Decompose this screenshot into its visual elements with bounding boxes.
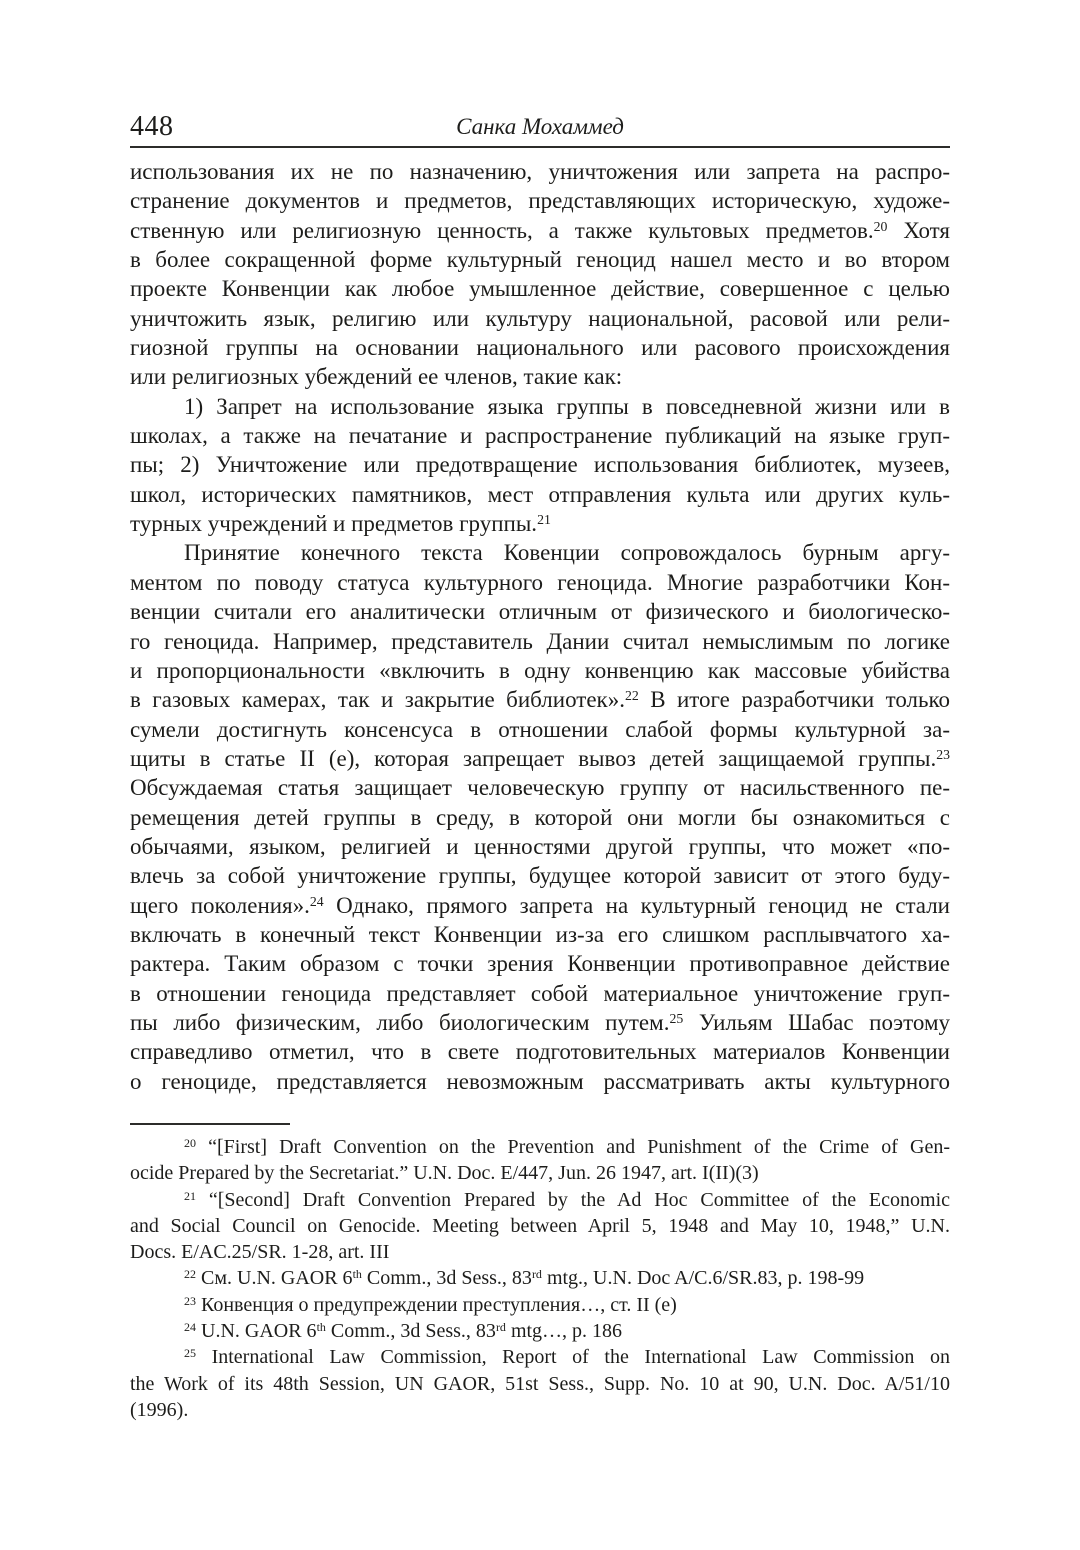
superscript-marker: 22 bbox=[624, 688, 639, 704]
footnote-line: and Social Council on Genocide. Meeting between April 5, 1948 and May 10, 1948,” U.N. bbox=[130, 1214, 950, 1237]
superscript-marker: 21 bbox=[537, 512, 551, 528]
body-text-line: щиты в статье II (е), которая запрещает вывоз детей защищаемой группы.$^{23}$ bbox=[130, 745, 950, 771]
body-text-line: ремещения детей группы в среду, в которой они могли бы ознакомиться с bbox=[130, 804, 950, 830]
footnote-line: the Work of its 48th Session, UN GAOR, 51st Sess., Supp. No. 10 at 90, U.N. Doc. A/51/10 bbox=[130, 1372, 950, 1395]
footnote-line: ocide Prepared by the Secretariat.” U.N. Doc. E/447, Jun. 26 1947, art. I(II)(3) bbox=[130, 1162, 759, 1185]
body-text-line: го геноцида. Например, представитель Дании считал немыслимым по логике bbox=[130, 628, 950, 654]
body-text-line: в более сокращенной форме культурный геноцид нашел место и во втором bbox=[130, 247, 950, 273]
body-text-line: 1) Запрет на использование языка группы в повседневной жизни или в bbox=[184, 393, 950, 419]
page-number: 448 bbox=[130, 111, 174, 142]
footnote-line: $^{24}$ U.N. GAOR 6th Comm., 3d Sess., 83rd mtg…, p. 186 bbox=[184, 1320, 623, 1343]
page-header bbox=[130, 104, 950, 148]
superscript-marker: rd bbox=[531, 1267, 542, 1282]
body-text-line: в газовых камерах, так и закрытие библиотек».$^{22}$ В итоге разработчики только bbox=[130, 687, 951, 713]
superscript-marker: 24 bbox=[309, 893, 324, 909]
body-text-line: ментом по поводу статуса культурного геноцида. Многие разработчики Кон- bbox=[130, 569, 950, 595]
body-text-line: в отношении геноцида представляет собой материальное уничтожение груп- bbox=[130, 980, 950, 1006]
body-text-line: сумели достигнуть консенсуса в отношении слабой формы культурной за- bbox=[130, 716, 950, 742]
body-text-line: школах, а также на печатание и распространение публикаций на языке груп- bbox=[130, 423, 950, 449]
superscript-marker: 20 bbox=[184, 1136, 196, 1150]
body-text bbox=[130, 157, 950, 1096]
body-text-line: турных учреждений и предметов группы.$^{21}$ bbox=[130, 511, 551, 537]
body-text-line: и пропорциональности «включить в одну конвенцию как массовые убийства bbox=[130, 657, 950, 683]
footnote-line: $^{25}$ International Law Commission, Report of the International Law Commission on bbox=[184, 1346, 950, 1369]
body-text-line: щего поколения».$^{24}$ Однако, прямого запрета на культурный геноцид не стали bbox=[130, 892, 950, 918]
superscript-marker: 20 bbox=[873, 218, 888, 234]
body-text-line: влечь за собой уничтожение группы, будущее которой зависит от этого буду- bbox=[130, 863, 950, 889]
body-text-line: уничтожить язык, религию или культуру национальной, расовой или рели- bbox=[130, 305, 950, 331]
body-text-line: Принятие конечного текста Ковенции сопровождалось бурным аргу- bbox=[184, 540, 950, 566]
body-text-line: включать в конечный текст Конвенции из-за его слишком расплывчатого ха- bbox=[130, 921, 950, 947]
superscript-marker: 23 bbox=[936, 746, 950, 762]
body-text-line: Обсуждаемая статья защищает человеческую группу от насильственного пе- bbox=[130, 775, 950, 801]
body-text-line: обычаями, языком, религией и ценностями другой группы, что может «по- bbox=[130, 833, 950, 859]
superscript-marker: rd bbox=[495, 1320, 506, 1335]
running-head: Санка Мохаммед bbox=[456, 114, 624, 139]
footnote-line: $^{23}$ Конвенция о предупреждении преступления…, ст. II (е) bbox=[184, 1293, 677, 1316]
superscript-marker: 25 bbox=[669, 1011, 684, 1027]
body-text-line: пы либо физическим, либо биологическим путем.$^{25}$ Уильям Шабас поэтому bbox=[130, 1009, 950, 1035]
body-text-line: или религиозных убеждений ее членов, такие как: bbox=[130, 364, 623, 390]
superscript-marker: 22 bbox=[184, 1267, 196, 1282]
superscript-marker: th bbox=[352, 1267, 362, 1282]
superscript-marker: 25 bbox=[184, 1346, 196, 1361]
body-text-line: ственную или религиозную ценность, а также культовых предметов.$^{20}$ Хотя bbox=[130, 217, 951, 243]
superscript-marker: th bbox=[316, 1320, 326, 1335]
body-text-line: пы; 2) Уничтожение или предотвращение использования библиотек, музеев, bbox=[130, 452, 950, 478]
footnote-separator bbox=[130, 1123, 290, 1125]
body-text-line: справедливо отметил, что в свете подготовительных материалов Конвенции bbox=[130, 1039, 950, 1065]
footnote-line: (1996). bbox=[130, 1398, 189, 1421]
superscript-marker: 23 bbox=[184, 1293, 196, 1308]
body-text-line: использования их не по назначению, уничтожения или запрета на распро- bbox=[130, 159, 950, 184]
footnote-line: $^{21}$ “[Second] Draft Convention Prepared by the Ad Hoc Committee of the Economic bbox=[184, 1188, 950, 1211]
superscript-marker: 21 bbox=[184, 1188, 196, 1203]
body-text-line: о геноциде, представляется невозможным рассматривать акты культурного bbox=[130, 1068, 950, 1094]
superscript-marker: 24 bbox=[184, 1320, 196, 1335]
footnote-line: $^{20}$ “[First] Draft Convention on the Prevention and Punishment of the Crime of Gen- bbox=[184, 1136, 950, 1158]
body-text-line: гиозной группы на основании национального или расового происхождения bbox=[130, 335, 950, 361]
footnote-line: Docs. E/AC.25/SR. 1-28, art. III bbox=[130, 1241, 390, 1264]
footnotes bbox=[130, 1134, 950, 1423]
body-text-line: проекте Конвенции как любое умышленное действие, совершенное с целью bbox=[130, 276, 950, 302]
footnote-line: $^{22}$ См. U.N. GAOR 6th Comm., 3d Sess., 83rd mtg., U.N. Doc A/C.6/SR.83, p. 198-99 bbox=[184, 1267, 865, 1290]
body-text-line: странение документов и предметов, представляющих историческую, художе- bbox=[130, 188, 950, 214]
body-text-line: рактера. Таким образом с точки зрения Конвенции противоправное действие bbox=[130, 951, 950, 977]
body-text-line: школ, исторических памятников, мест отправления культа или других куль- bbox=[130, 481, 950, 507]
body-text-line: венции считали его аналитически отличным от физического и биологическо- bbox=[130, 599, 950, 625]
